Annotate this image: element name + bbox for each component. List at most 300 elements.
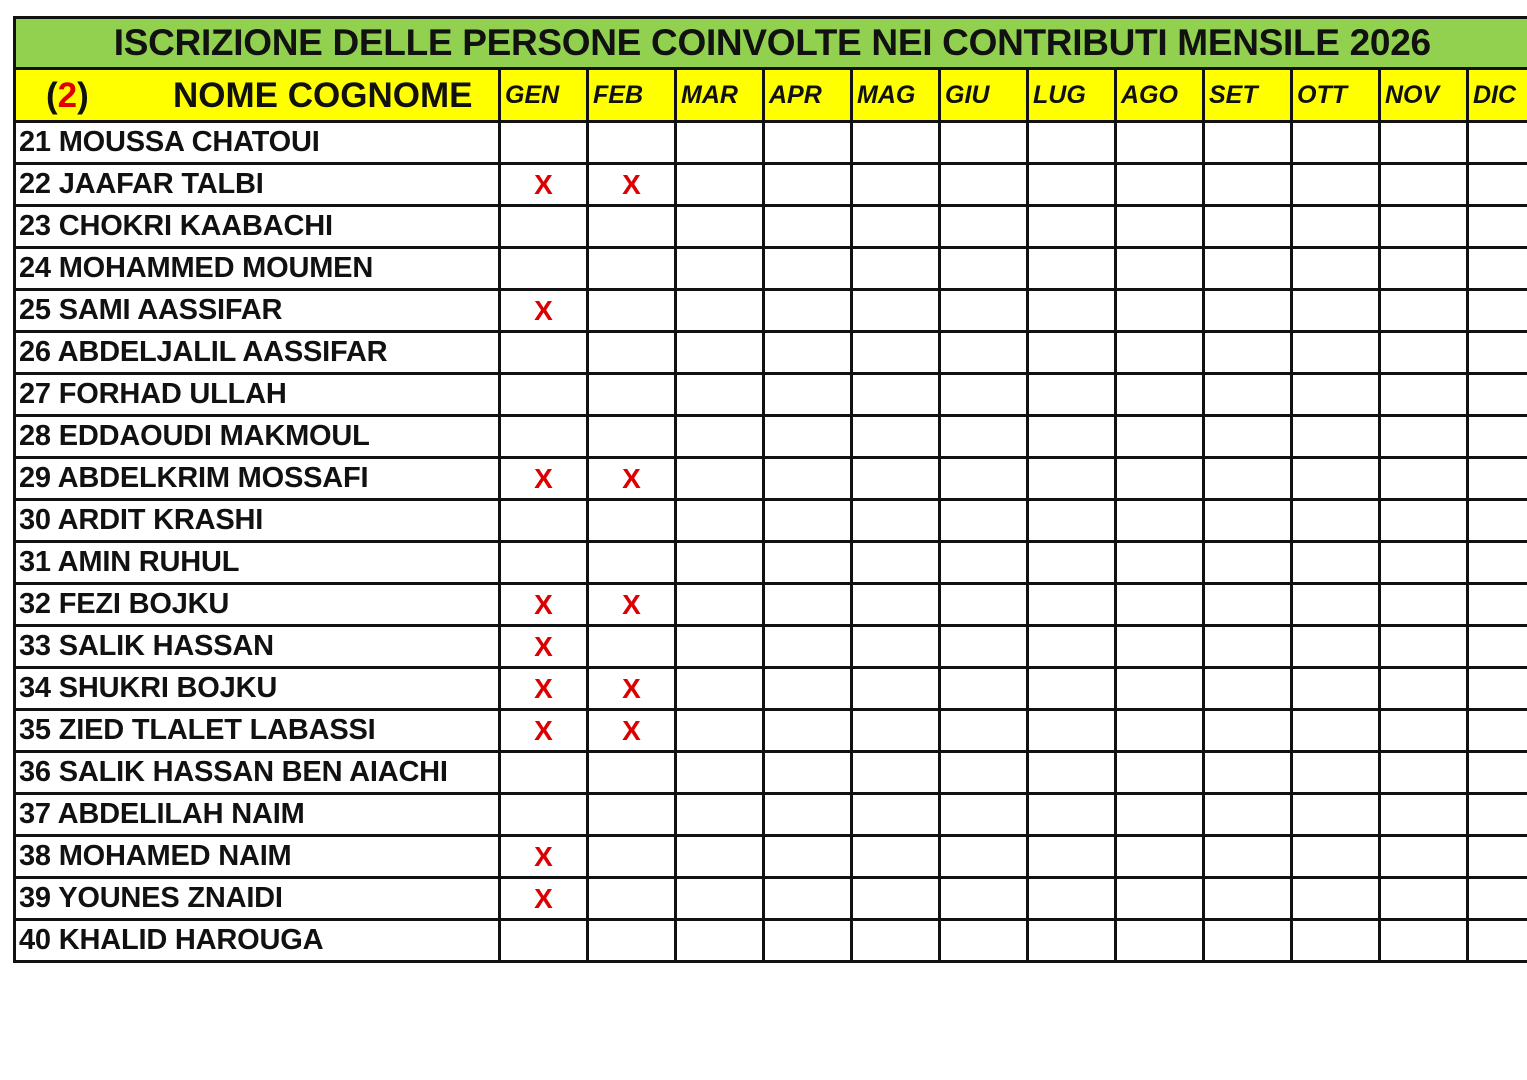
payment-cell-giu (940, 416, 1028, 458)
payment-cell-mar (676, 710, 764, 752)
payment-cell-gen: X (500, 458, 588, 500)
payment-cell-mag (852, 668, 940, 710)
payment-cell-ott (1292, 752, 1380, 794)
payment-cell-feb (588, 920, 676, 962)
month-header-ott: OTT (1292, 69, 1380, 122)
payment-cell-gen (500, 248, 588, 290)
payment-cell-apr (764, 878, 852, 920)
payment-cell-mag (852, 122, 940, 164)
payment-cell-feb (588, 626, 676, 668)
payment-cell-mag (852, 458, 940, 500)
payment-cell-ago (1116, 458, 1204, 500)
payment-cell-apr (764, 332, 852, 374)
payment-cell-giu (940, 500, 1028, 542)
payment-cell-ott (1292, 626, 1380, 668)
table-row (15, 122, 1527, 164)
payment-cell-lug (1028, 164, 1116, 206)
payment-cell-apr (764, 920, 852, 962)
person-name: 27 FORHAD ULLAH (15, 374, 500, 416)
payment-cell-ott (1292, 542, 1380, 584)
month-header-dic: DIC (1468, 69, 1527, 122)
person-name: 40 KHALID HAROUGA (15, 920, 500, 962)
payment-cell-set (1204, 248, 1292, 290)
payment-cell-lug (1028, 542, 1116, 584)
payment-cell-mag (852, 836, 940, 878)
payment-cell-feb (588, 332, 676, 374)
payment-cell-giu (940, 332, 1028, 374)
payment-cell-mag (852, 710, 940, 752)
person-name: 35 ZIED TLALET LABASSI (15, 710, 500, 752)
payment-cell-gen: X (500, 836, 588, 878)
payment-cell-ott (1292, 206, 1380, 248)
payment-cell-ott (1292, 122, 1380, 164)
payment-cell-nov (1380, 248, 1468, 290)
payment-cell-apr (764, 206, 852, 248)
payment-cell-lug (1028, 626, 1116, 668)
payment-cell-mag (852, 542, 940, 584)
payment-cell-dic (1468, 374, 1527, 416)
payment-cell-apr (764, 122, 852, 164)
payment-cell-dic (1468, 752, 1527, 794)
payment-cell-set (1204, 584, 1292, 626)
payment-cell-apr (764, 164, 852, 206)
payment-cell-nov (1380, 920, 1468, 962)
payment-cell-dic (1468, 206, 1527, 248)
payment-cell-ott (1292, 374, 1380, 416)
payment-cell-lug (1028, 458, 1116, 500)
payment-cell-feb (588, 752, 676, 794)
payment-cell-nov (1380, 794, 1468, 836)
payment-cell-giu (940, 626, 1028, 668)
payment-cell-feb: X (588, 668, 676, 710)
payment-cell-dic (1468, 668, 1527, 710)
payment-cell-ott (1292, 290, 1380, 332)
group-indicator (46, 76, 89, 116)
payment-cell-dic (1468, 458, 1527, 500)
payment-cell-feb (588, 206, 676, 248)
title-row (15, 18, 1527, 69)
payment-cell-feb (588, 290, 676, 332)
payment-cell-gen (500, 332, 588, 374)
payment-cell-lug (1028, 878, 1116, 920)
payment-cell-ott (1292, 584, 1380, 626)
payment-cell-ott (1292, 794, 1380, 836)
payment-cell-set (1204, 626, 1292, 668)
table-row (15, 710, 1527, 752)
payment-cell-dic (1468, 920, 1527, 962)
payment-cell-apr (764, 500, 852, 542)
person-name: 29 ABDELKRIM MOSSAFI (15, 458, 500, 500)
payment-cell-ott (1292, 710, 1380, 752)
table-row (15, 752, 1527, 794)
table-row (15, 374, 1527, 416)
payment-cell-feb (588, 836, 676, 878)
payment-cell-set (1204, 164, 1292, 206)
payment-cell-gen (500, 122, 588, 164)
payment-cell-ott (1292, 332, 1380, 374)
payment-cell-nov (1380, 668, 1468, 710)
payment-cell-ago (1116, 122, 1204, 164)
group-open-paren: ( (46, 76, 58, 115)
payment-cell-mar (676, 794, 764, 836)
payment-cell-apr (764, 458, 852, 500)
payment-cell-gen: X (500, 584, 588, 626)
payment-cell-mag (852, 416, 940, 458)
payment-cell-giu (940, 920, 1028, 962)
payment-cell-giu (940, 584, 1028, 626)
payment-cell-set (1204, 794, 1292, 836)
payment-cell-mar (676, 206, 764, 248)
person-name: 28 EDDAOUDI MAKMOUL (15, 416, 500, 458)
payment-cell-giu (940, 836, 1028, 878)
payment-cell-nov (1380, 500, 1468, 542)
payment-cell-lug (1028, 920, 1116, 962)
payment-cell-ott (1292, 416, 1380, 458)
payment-cell-dic (1468, 248, 1527, 290)
payment-cell-mag (852, 878, 940, 920)
name-column-header (15, 69, 500, 122)
payment-cell-feb: X (588, 164, 676, 206)
payment-cell-gen (500, 752, 588, 794)
payment-cell-nov (1380, 542, 1468, 584)
payment-cell-set (1204, 458, 1292, 500)
payment-cell-mar (676, 290, 764, 332)
payment-cell-mar (676, 878, 764, 920)
payment-cell-ago (1116, 416, 1204, 458)
payment-cell-set (1204, 122, 1292, 164)
payment-cell-ott (1292, 920, 1380, 962)
month-header-mar: MAR (676, 69, 764, 122)
person-name: 39 YOUNES ZNAIDI (15, 878, 500, 920)
payment-cell-mag (852, 626, 940, 668)
payment-cell-ott (1292, 500, 1380, 542)
person-name: 31 AMIN RUHUL (15, 542, 500, 584)
payment-cell-lug (1028, 374, 1116, 416)
payment-cell-lug (1028, 836, 1116, 878)
payment-cell-gen: X (500, 878, 588, 920)
payment-cell-nov (1380, 332, 1468, 374)
payment-cell-apr (764, 752, 852, 794)
payment-cell-mar (676, 752, 764, 794)
payment-cell-feb (588, 878, 676, 920)
payment-cell-ago (1116, 794, 1204, 836)
payment-cell-apr (764, 626, 852, 668)
table-row (15, 458, 1527, 500)
payment-cell-mar (676, 458, 764, 500)
table-row (15, 542, 1527, 584)
person-name: 24 MOHAMMED MOUMEN (15, 248, 500, 290)
table-row (15, 794, 1527, 836)
payment-cell-set (1204, 878, 1292, 920)
payment-cell-ago (1116, 206, 1204, 248)
payment-cell-giu (940, 248, 1028, 290)
payment-cell-nov (1380, 374, 1468, 416)
payment-cell-feb (588, 122, 676, 164)
payment-cell-feb: X (588, 584, 676, 626)
payment-cell-feb (588, 500, 676, 542)
payment-cell-nov (1380, 836, 1468, 878)
payment-cell-gen (500, 542, 588, 584)
payment-cell-gen: X (500, 626, 588, 668)
payment-cell-set (1204, 710, 1292, 752)
payment-cell-ott (1292, 248, 1380, 290)
payment-cell-mar (676, 164, 764, 206)
payment-cell-lug (1028, 668, 1116, 710)
payment-cell-lug (1028, 794, 1116, 836)
person-name: 38 MOHAMED NAIM (15, 836, 500, 878)
payment-cell-mar (676, 626, 764, 668)
table-row (15, 878, 1527, 920)
payment-cell-mag (852, 374, 940, 416)
payment-cell-nov (1380, 710, 1468, 752)
payment-cell-nov (1380, 584, 1468, 626)
payment-cell-apr (764, 710, 852, 752)
payment-cell-dic (1468, 836, 1527, 878)
payment-cell-lug (1028, 122, 1116, 164)
month-header-lug: LUG (1028, 69, 1116, 122)
payment-cell-gen: X (500, 710, 588, 752)
month-header-apr: APR (764, 69, 852, 122)
payment-cell-nov (1380, 164, 1468, 206)
person-name: 33 SALIK HASSAN (15, 626, 500, 668)
payment-cell-dic (1468, 542, 1527, 584)
payment-cell-mar (676, 668, 764, 710)
month-header-gen: GEN (500, 69, 588, 122)
payment-cell-lug (1028, 332, 1116, 374)
payment-cell-ago (1116, 290, 1204, 332)
payment-cell-mar (676, 920, 764, 962)
payment-cell-giu (940, 668, 1028, 710)
payment-cell-dic (1468, 290, 1527, 332)
payment-cell-giu (940, 752, 1028, 794)
payment-cell-dic (1468, 878, 1527, 920)
payment-cell-nov (1380, 122, 1468, 164)
payment-cell-lug (1028, 584, 1116, 626)
payment-cell-set (1204, 500, 1292, 542)
payment-cell-giu (940, 710, 1028, 752)
month-header-ago: AGO (1116, 69, 1204, 122)
contributions-table (13, 16, 1527, 963)
payment-cell-set (1204, 374, 1292, 416)
table-row (15, 416, 1527, 458)
payment-cell-feb (588, 794, 676, 836)
person-name: 23 CHOKRI KAABACHI (15, 206, 500, 248)
payment-cell-mar (676, 248, 764, 290)
payment-cell-giu (940, 542, 1028, 584)
payment-cell-feb: X (588, 710, 676, 752)
payment-cell-feb (588, 416, 676, 458)
payment-cell-giu (940, 794, 1028, 836)
payment-cell-set (1204, 836, 1292, 878)
payment-cell-apr (764, 374, 852, 416)
payment-cell-nov (1380, 416, 1468, 458)
group-number: 2 (57, 76, 78, 115)
payment-cell-ago (1116, 584, 1204, 626)
payment-cell-gen (500, 374, 588, 416)
payment-cell-mag (852, 752, 940, 794)
payment-cell-mag (852, 500, 940, 542)
payment-cell-giu (940, 290, 1028, 332)
payment-cell-giu (940, 374, 1028, 416)
payment-cell-mar (676, 584, 764, 626)
payment-cell-apr (764, 290, 852, 332)
payment-cell-mar (676, 542, 764, 584)
payment-cell-apr (764, 836, 852, 878)
payment-cell-feb (588, 248, 676, 290)
payment-cell-ago (1116, 752, 1204, 794)
table-row (15, 290, 1527, 332)
payment-cell-mar (676, 836, 764, 878)
payment-cell-lug (1028, 710, 1116, 752)
payment-cell-mar (676, 416, 764, 458)
payment-cell-giu (940, 122, 1028, 164)
payment-cell-gen (500, 500, 588, 542)
person-name: 26 ABDELJALIL AASSIFAR (15, 332, 500, 374)
payment-cell-gen (500, 206, 588, 248)
payment-cell-nov (1380, 752, 1468, 794)
payment-cell-apr (764, 542, 852, 584)
table-row (15, 668, 1527, 710)
person-name: 21 MOUSSA CHATOUI (15, 122, 500, 164)
header-row (15, 69, 1527, 122)
payment-cell-set (1204, 416, 1292, 458)
payment-cell-apr (764, 794, 852, 836)
payment-cell-ott (1292, 668, 1380, 710)
month-header-set: SET (1204, 69, 1292, 122)
payment-cell-dic (1468, 122, 1527, 164)
table-row (15, 206, 1527, 248)
payment-cell-set (1204, 332, 1292, 374)
payment-cell-ott (1292, 458, 1380, 500)
payment-cell-dic (1468, 584, 1527, 626)
payment-cell-set (1204, 290, 1292, 332)
payment-cell-giu (940, 458, 1028, 500)
payment-cell-ott (1292, 164, 1380, 206)
person-name: 32 FEZI BOJKU (15, 584, 500, 626)
person-name: 30 ARDIT KRASHI (15, 500, 500, 542)
payment-cell-lug (1028, 500, 1116, 542)
payment-cell-ago (1116, 374, 1204, 416)
payment-cell-mag (852, 290, 940, 332)
payment-cell-dic (1468, 164, 1527, 206)
table-row (15, 164, 1527, 206)
payment-cell-ago (1116, 710, 1204, 752)
payment-cell-mar (676, 122, 764, 164)
payment-cell-set (1204, 542, 1292, 584)
payment-cell-set (1204, 752, 1292, 794)
payment-cell-lug (1028, 416, 1116, 458)
name-column-label: NOME COGNOME (173, 76, 473, 115)
payment-cell-set (1204, 206, 1292, 248)
payment-cell-mag (852, 248, 940, 290)
payment-cell-ago (1116, 836, 1204, 878)
payment-cell-ago (1116, 626, 1204, 668)
payment-cell-dic (1468, 626, 1527, 668)
sheet-title: ISCRIZIONE DELLE PERSONE COINVOLTE NEI CONTRIBUTI MENSILE 2026 (15, 18, 1527, 69)
person-name: 34 SHUKRI BOJKU (15, 668, 500, 710)
payment-cell-ago (1116, 920, 1204, 962)
payment-cell-gen (500, 794, 588, 836)
payment-cell-ago (1116, 332, 1204, 374)
table-row (15, 584, 1527, 626)
payment-cell-giu (940, 164, 1028, 206)
payment-cell-set (1204, 920, 1292, 962)
table-row (15, 332, 1527, 374)
payment-cell-lug (1028, 248, 1116, 290)
payment-cell-nov (1380, 878, 1468, 920)
payment-cell-mag (852, 794, 940, 836)
person-name: 37 ABDELILAH NAIM (15, 794, 500, 836)
payment-cell-dic (1468, 416, 1527, 458)
payment-cell-nov (1380, 458, 1468, 500)
payment-cell-mag (852, 206, 940, 248)
payment-cell-nov (1380, 290, 1468, 332)
payment-cell-mag (852, 920, 940, 962)
table-row (15, 500, 1527, 542)
payment-cell-lug (1028, 290, 1116, 332)
payment-cell-ott (1292, 836, 1380, 878)
payment-cell-lug (1028, 206, 1116, 248)
payment-cell-gen (500, 920, 588, 962)
payment-cell-ago (1116, 164, 1204, 206)
person-name: 25 SAMI AASSIFAR (15, 290, 500, 332)
table-row (15, 920, 1527, 962)
payment-cell-gen: X (500, 290, 588, 332)
payment-cell-dic (1468, 332, 1527, 374)
payment-cell-ago (1116, 878, 1204, 920)
payment-cell-nov (1380, 626, 1468, 668)
payment-cell-giu (940, 878, 1028, 920)
payment-cell-gen: X (500, 668, 588, 710)
payment-cell-apr (764, 668, 852, 710)
month-header-mag: MAG (852, 69, 940, 122)
table-row (15, 626, 1527, 668)
payment-cell-feb (588, 542, 676, 584)
payment-cell-mag (852, 584, 940, 626)
table-row (15, 836, 1527, 878)
payment-cell-mag (852, 164, 940, 206)
payment-cell-lug (1028, 752, 1116, 794)
payment-cell-mar (676, 332, 764, 374)
month-header-feb: FEB (588, 69, 676, 122)
payment-cell-ago (1116, 248, 1204, 290)
payment-cell-nov (1380, 206, 1468, 248)
payment-cell-dic (1468, 500, 1527, 542)
payment-cell-dic (1468, 794, 1527, 836)
payment-cell-feb (588, 374, 676, 416)
table-row (15, 248, 1527, 290)
payment-cell-ago (1116, 500, 1204, 542)
payment-cell-set (1204, 668, 1292, 710)
payment-cell-gen (500, 416, 588, 458)
payment-cell-feb: X (588, 458, 676, 500)
payment-cell-ago (1116, 668, 1204, 710)
person-name: 22 JAAFAR TALBI (15, 164, 500, 206)
payment-cell-ago (1116, 542, 1204, 584)
payment-cell-giu (940, 206, 1028, 248)
payment-cell-apr (764, 584, 852, 626)
payment-cell-ott (1292, 878, 1380, 920)
month-header-nov: NOV (1380, 69, 1468, 122)
person-name: 36 SALIK HASSAN BEN AIACHI (15, 752, 500, 794)
payment-cell-mar (676, 374, 764, 416)
payment-cell-mar (676, 500, 764, 542)
payment-cell-apr (764, 416, 852, 458)
group-close-paren: ) (77, 76, 89, 115)
payment-cell-gen: X (500, 164, 588, 206)
payment-cell-dic (1468, 710, 1527, 752)
payment-cell-mag (852, 332, 940, 374)
